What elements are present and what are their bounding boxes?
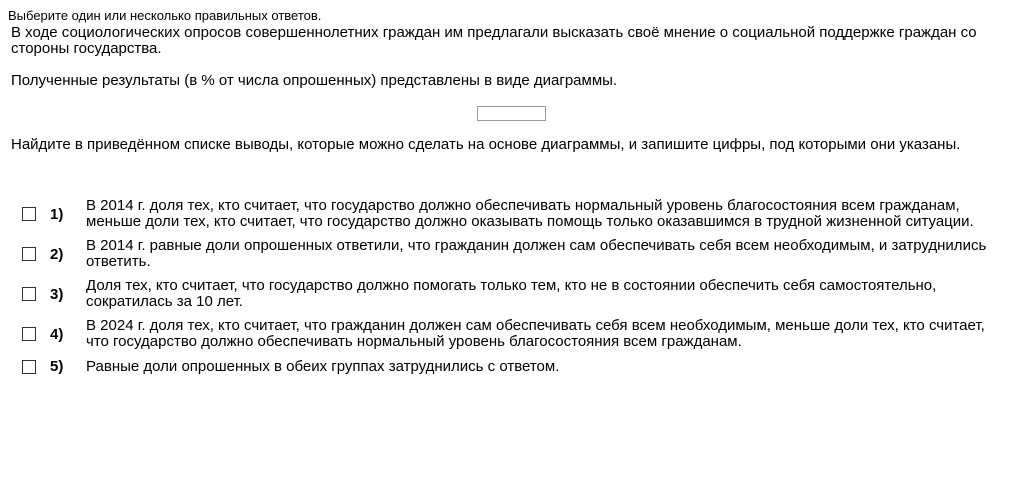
instruction-text: Выберите один или несколько правильных ответов.	[8, 8, 322, 23]
answer-option-3[interactable]	[22, 278, 1002, 310]
checkbox-2[interactable]	[22, 247, 36, 261]
option-text: Доля тех, кто считает, что государство должно помогать только тем, кто не в состоянии обеспечить себя самостоятельно, сократилась за 10 лет.	[86, 277, 937, 310]
answer-options	[22, 198, 1002, 383]
checkbox-3[interactable]	[22, 287, 36, 301]
task-paragraph: Найдите в приведённом списке выводы, которые можно сделать на основе диаграммы, и запишите цифры, под которыми они указаны.	[11, 136, 961, 153]
answer-option-1[interactable]	[22, 198, 1002, 230]
answer-option-2[interactable]	[22, 238, 1002, 270]
answer-option-4[interactable]	[22, 318, 1002, 350]
option-number: 3)	[50, 285, 64, 303]
intro-paragraph: В ходе социологических опросов совершеннолетних граждан им предлагали высказать своё мнение о социальной поддержке граждан со стороны государства.	[11, 24, 977, 57]
option-text: В 2014 г. равные доли опрошенных ответили, что гражданин должен сам обеспечивать себя всем необходимым, и затруднились ответить.	[86, 237, 987, 270]
answer-option-5[interactable]	[22, 358, 1002, 375]
option-text: В 2024 г. доля тех, кто считает, что гражданин должен сам обеспечивать себя всем необходимым, меньше доли тех, кто считает, что государство должно обеспечивать нормальный уровень благосостояния всем гражданам.	[86, 317, 985, 350]
option-number: 5)	[50, 358, 64, 375]
option-number: 2)	[50, 245, 64, 263]
checkbox-4[interactable]	[22, 327, 36, 341]
checkbox-1[interactable]	[22, 207, 36, 221]
chart-image-placeholder	[477, 106, 546, 121]
option-number: 4)	[50, 325, 64, 343]
checkbox-5[interactable]	[22, 360, 36, 374]
results-paragraph: Полученные результаты (в % от числа опрошенных) представлены в виде диаграммы.	[11, 72, 618, 89]
option-number: 1)	[50, 205, 64, 223]
option-text: Равные доли опрошенных в обеих группах затруднились с ответом.	[86, 357, 560, 375]
option-text: В 2014 г. доля тех, кто считает, что государство должно обеспечивать нормальный уровень благосостояния всем гражданам, меньше доли тех, кто считает, что государство должно оказывать помощь только оказавшимся в трудной жизненной ситуации.	[86, 197, 974, 230]
